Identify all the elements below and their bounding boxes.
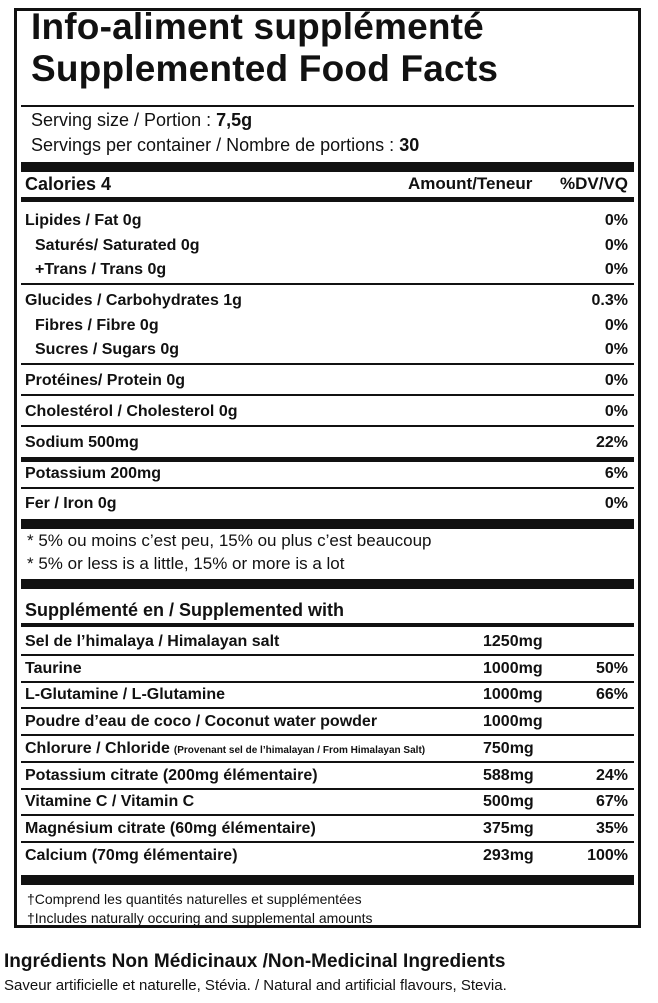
nutrient-dv: 6%: [604, 465, 628, 482]
supplement-dv: 67%: [595, 793, 628, 811]
thick-rule: [21, 519, 634, 529]
dv-note-french: * 5% ou moins c’est peu, 15% ou plus c’est beaucoup: [27, 531, 432, 550]
row-divider: [21, 841, 634, 843]
row-divider: [21, 814, 634, 816]
row-divider: [21, 707, 634, 709]
supplement-label: [25, 658, 82, 680]
nutrient-label: +Trans / Trans 0g: [35, 261, 167, 278]
nutrient-row: [25, 370, 628, 392]
nutrient-dv: 0.3%: [591, 292, 628, 309]
supplement-label: [25, 818, 316, 840]
supplement-amount: 588mg: [483, 766, 534, 784]
nutrient-row: [25, 401, 628, 423]
thick-rule: [21, 162, 634, 172]
nutrient-label: Potassium 200mg: [25, 465, 162, 482]
nutrient-dv: 0%: [604, 261, 628, 278]
header-rule: [21, 197, 634, 202]
nutrient-label: Glucides / Carbohydrates 1g: [25, 292, 242, 309]
nutrient-row: [25, 493, 628, 515]
nutrient-label: Fibres / Fibre 0g: [35, 317, 159, 334]
nutrient-row: [25, 259, 628, 281]
servings-per-label: Servings per container / Nombre de portions :: [31, 135, 400, 155]
supplement-amount: 1000mg: [483, 659, 543, 677]
nutrient-dv: 0%: [604, 372, 628, 389]
thick-rule: [21, 579, 634, 589]
supplement-amount: 500mg: [483, 793, 534, 811]
nutrition-facts-panel: [14, 8, 641, 928]
amount-header: Amount/Teneur: [408, 174, 533, 193]
supplement-name: L-Glutamine / L-Glutamine: [25, 686, 226, 704]
nutrient-dv: 22%: [595, 434, 628, 451]
supplement-row: [25, 818, 628, 840]
nutrient-dv: 0%: [604, 317, 628, 334]
supplement-row: [25, 845, 628, 867]
supplement-amount: 1250mg: [483, 633, 543, 650]
nutrient-label: Saturés/ Saturated 0g: [35, 237, 200, 254]
supplement-row: [25, 738, 628, 760]
nutrient-row: [25, 315, 628, 337]
title-french: Info-aliment supplémenté: [31, 6, 484, 47]
row-divider: [21, 788, 634, 790]
supplement-row: [25, 631, 628, 653]
dv-header: %DV/VQ: [559, 174, 628, 193]
supplement-dv: 50%: [595, 659, 628, 677]
supplemented-title: Supplémenté en / Supplemented with: [25, 600, 345, 620]
supplement-name: Sel de l’himalaya / Himalayan salt: [25, 633, 280, 650]
nutrient-dv: 0%: [604, 341, 628, 358]
nutrient-label: Sucres / Sugars 0g: [35, 341, 180, 358]
supplement-name: Calcium (70mg élémentaire): [25, 846, 238, 864]
supplement-label: [25, 631, 279, 653]
ingredients-text: Saveur artificielle et naturelle, Stévia. / Natural and artificial flavours, Stevia.: [4, 977, 507, 994]
footnote-french: †Comprend les quantités naturelles et supplémentées: [27, 891, 362, 907]
supplement-label: [25, 791, 194, 813]
supplement-row: [25, 791, 628, 813]
supplement-row: [25, 684, 628, 706]
supplement-amount: 750mg: [483, 739, 534, 757]
row-divider: [21, 487, 634, 489]
nutrient-label: Sodium 500mg: [25, 434, 139, 451]
nutrient-dv: 0%: [604, 403, 628, 420]
nutrient-label: Protéines/ Protein 0g: [25, 372, 186, 389]
row-divider: [21, 425, 634, 427]
nutrient-dv: 0%: [604, 495, 628, 512]
calories-label: Calories 4: [25, 174, 112, 194]
servings-per-container: [31, 135, 419, 155]
supplement-label: [25, 738, 425, 762]
nutrient-dv: 0%: [604, 237, 628, 254]
supplement-amount: 1000mg: [483, 713, 543, 731]
serving-size-value: 7,5g: [216, 110, 253, 130]
nutrient-row: [25, 290, 628, 312]
supplement-amount: 375mg: [483, 819, 534, 837]
nutrient-label: Cholestérol / Cholesterol 0g: [25, 403, 238, 420]
supplement-label: [25, 684, 225, 706]
nutrient-row: [25, 463, 628, 485]
supplement-label: [25, 711, 377, 733]
row-divider: [21, 654, 634, 656]
supplement-label: [25, 845, 238, 867]
supplement-label: [25, 765, 318, 787]
nutrient-row: [25, 339, 628, 361]
supplement-amount: 1000mg: [483, 686, 543, 704]
footnote-english: †Includes naturally occuring and supplemental amounts: [27, 910, 373, 926]
thick-rule: [21, 875, 634, 885]
table-header: [25, 172, 628, 196]
servings-per-value: 30: [399, 135, 420, 155]
supplement-row: [25, 711, 628, 733]
supplement-dv: 24%: [595, 766, 628, 784]
serving-size: [31, 110, 252, 130]
supplement-name: Poudre d’eau de coco / Coconut water powder: [25, 713, 378, 731]
supplement-name: Magnésium citrate (60mg élémentaire): [25, 819, 316, 837]
divider: [21, 105, 634, 107]
supplement-row: [25, 765, 628, 787]
supplement-amount: 293mg: [483, 846, 534, 864]
supplement-name: Taurine: [25, 659, 82, 677]
nutrient-label: Fer / Iron 0g: [25, 495, 117, 512]
ingredients-heading: Ingrédients Non Médicinaux /Non-Medicinal Ingredients: [4, 951, 506, 972]
supplement-dv: 100%: [587, 846, 628, 864]
dv-note-english: * 5% or less is a little, 15% or more is a lot: [27, 554, 345, 573]
title-english: Supplemented Food Facts: [31, 48, 499, 89]
supplement-dv: 35%: [595, 819, 628, 837]
supplement-name: Potassium citrate (200mg élémentaire): [25, 766, 318, 784]
supplement-dv: 66%: [595, 686, 628, 704]
row-divider: [21, 761, 634, 763]
nutrient-label: Lipides / Fat 0g: [25, 212, 142, 229]
serving-size-label: Serving size / Portion :: [31, 110, 217, 130]
supplement-name: Vitamine C / Vitamin C: [25, 793, 195, 811]
row-divider: [21, 394, 634, 396]
nutrient-row: [25, 432, 628, 454]
supplement-name: Chlorure / Chloride: [25, 739, 170, 757]
row-divider: [21, 457, 634, 462]
nutrient-row: [25, 235, 628, 257]
row-divider: [21, 283, 634, 285]
supplement-note: (Provenant sel de l’himalayan / From Himalayan Salt): [173, 744, 426, 756]
supplement-row: [25, 658, 628, 680]
row-divider: [21, 734, 634, 736]
row-divider: [21, 363, 634, 365]
row-divider: [21, 681, 634, 683]
nutrient-dv: 0%: [604, 212, 628, 229]
nutrient-row: [25, 210, 628, 232]
supplements-rule: [21, 623, 634, 627]
